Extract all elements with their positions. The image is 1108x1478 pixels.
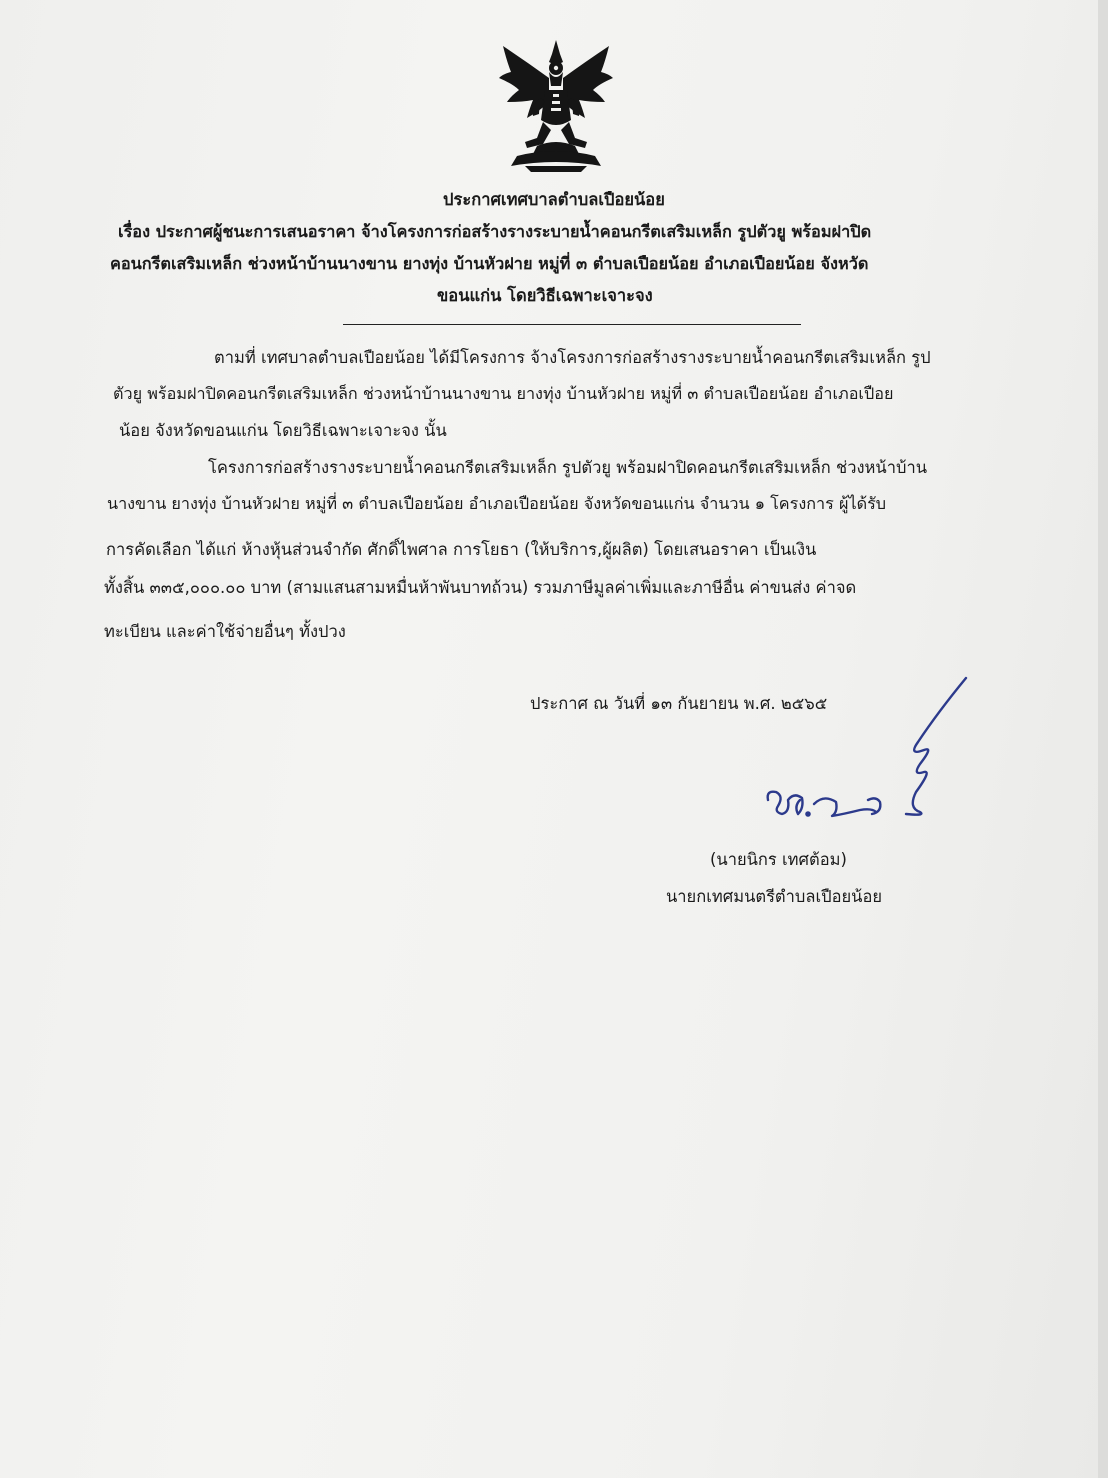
body-paragraph-line: โครงการก่อสร้างรางระบายน้ำคอนกรีตเสริมเหล็ก รูปตัวยู พร้อมฝาปิดคอนกรีตเสริมเหล็ก ช่วงหน้าบ้าน [208, 458, 927, 477]
separator-line [343, 324, 801, 325]
body-paragraph-line: ตามที่ เทศบาลตำบลเปือยน้อย ได้มีโครงการ จ้างโครงการก่อสร้างรางระบายน้ำคอนกรีตเสริมเหล็ก รูป [214, 348, 931, 367]
garuda-emblem-icon [497, 38, 615, 172]
signatory-position: นายกเทศมนตรีตำบลเปือยน้อย [666, 887, 883, 906]
body-paragraph-line: ตัวยู พร้อมฝาปิดคอนกรีตเสริมเหล็ก ช่วงหน้าบ้านนางขาน ยางทุ่ง บ้านหัวฝาย หมู่ที่ ๓ ตำบลเปือยน้อย อำเภอเปือย [113, 384, 894, 403]
subject-line: เรื่อง ประกาศผู้ชนะการเสนอราคา จ้างโครงการก่อสร้างรางระบายน้ำคอนกรีตเสริมเหล็ก รูปตัวยู พร้อมฝาปิด [118, 222, 872, 241]
body-paragraph-line: ทะเบียน และค่าใช้จ่ายอื่นๆ ทั้งปวง [104, 622, 346, 641]
page-edge [1098, 0, 1108, 1478]
body-paragraph-line: การคัดเลือก ได้แก่ ห้างหุ้นส่วนจำกัด ศักดิ์ไพศาล การโยธา (ให้บริการ,ผู้ผลิต) โดยเสนอราคา เป็นเงิน [106, 540, 817, 559]
signatory-name: (นายนิกร เทศต้อม) [710, 850, 847, 869]
body-paragraph-line: ทั้งสิ้น ๓๓๕,๐๐๐.๐๐ บาท (สามแสนสามหมื่นห้าพันบาทถ้วน) รวมภาษีมูลค่าเพิ่มและภาษีอื่น ค่าขนส่ง ค่าจด [104, 578, 857, 597]
subject-line: คอนกรีตเสริมเหล็ก ช่วงหน้าบ้านนางขาน ยางทุ่ง บ้านหัวฝาย หมู่ที่ ๓ ตำบลเปือยน้อย อำเภอเปือยน้อย จังหวัด [110, 254, 869, 273]
subject-line: ขอนแก่น โดยวิธีเฉพาะเจาะจง [437, 286, 653, 305]
body-paragraph-line: นางขาน ยางทุ่ง บ้านหัวฝาย หมู่ที่ ๓ ตำบลเปือยน้อย อำเภอเปือยน้อย จังหวัดขอนแก่น จำนวน ๑ โครงการ ผู้ได้รับ [107, 494, 887, 513]
body-paragraph-line: น้อย จังหวัดขอนแก่น โดยวิธีเฉพาะเจาะจง นั้น [119, 421, 447, 440]
announce-date: ประกาศ ณ วันที่ ๑๓ กันยายน พ.ศ. ๒๕๖๕ [530, 694, 828, 713]
handwritten-signature [748, 672, 978, 832]
announcement-title: ประกาศเทศบาลตำบลเปือยน้อย [443, 190, 665, 209]
